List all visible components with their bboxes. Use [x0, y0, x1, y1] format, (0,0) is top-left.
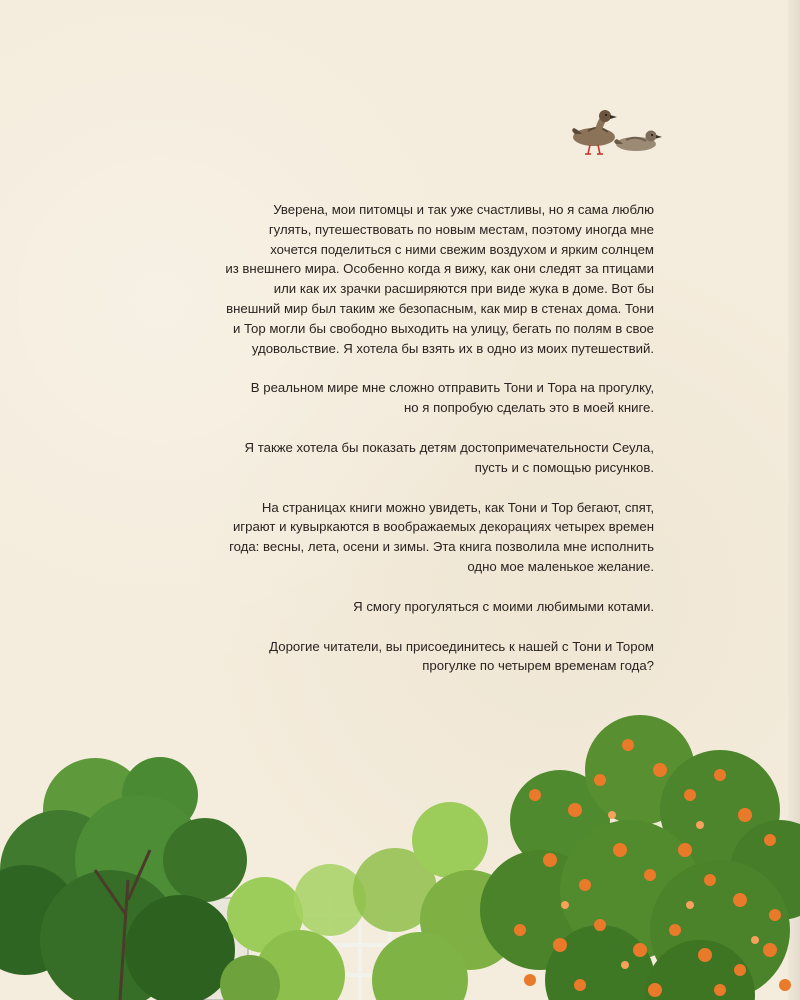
paragraph-4 — [184, 498, 654, 577]
body-text — [184, 200, 654, 696]
text-line: одно мое маленькое желание. — [467, 558, 654, 574]
text-line: В реальном мире мне сложно отправить Тони и Тора на прогулку, — [250, 380, 654, 396]
paragraph-3 — [184, 438, 654, 478]
paragraph-2 — [184, 378, 654, 418]
text-line: прогулке по четырем временам года? — [422, 658, 654, 674]
garden-illustration — [0, 700, 800, 1000]
text-line: или как их зрачки расширяются при виде жука в доме. Вот бы — [273, 281, 654, 297]
middle-bushes — [220, 802, 520, 1000]
ducks-illustration — [568, 104, 663, 160]
text-line: хочется поделиться с ними свежим воздухом и ярким солнцем — [270, 241, 654, 257]
left-tree — [0, 757, 247, 1000]
text-line: гулять, путешествовать по новым местам, поэтому иногда мне — [268, 221, 654, 237]
text-line: но я попробую сделать это в моей книге. — [404, 400, 654, 416]
text-line: Дорогие читатели, вы присоединитесь к нашей с Тони и Тором — [269, 638, 654, 654]
paragraph-5 — [184, 597, 654, 617]
text-line: из внешнего мира. Особенно когда я вижу, как они следят за птицами — [225, 261, 654, 277]
text-line: внешний мир был таким же безопасным, как мир в стенах дома. Тони — [226, 300, 654, 316]
paragraph-6 — [184, 637, 654, 677]
text-line: Уверена, мои питомцы и так уже счастливы, но я сама люблю — [273, 202, 654, 217]
text-line: Я смогу прогуляться с моими любимыми котами. — [353, 598, 654, 614]
text-line: удовольствие. Я хотела бы взять их в одно из моих путешествий. — [251, 340, 654, 356]
duck-right — [614, 131, 662, 152]
text-line: Я также хотела бы показать детям достопримечательности Сеула, — [244, 439, 654, 455]
text-line: и Тор могли бы свободно выходить на улицу, бегать по полям в свое — [232, 320, 654, 336]
duck-left — [572, 110, 617, 154]
text-line: играют и кувыркаются в воображаемых декорациях четырех времен — [232, 519, 654, 535]
text-line: На страницах книги можно увидеть, как Тони и Тор бегают, спят, — [261, 499, 654, 515]
flower-bush — [480, 715, 800, 1000]
paragraph-1 — [184, 200, 654, 358]
text-line: пусть и с помощью рисунков. — [474, 459, 654, 475]
text-line: года: весны, лета, осени и зимы. Эта книга позволила мне исполнить — [229, 539, 654, 555]
